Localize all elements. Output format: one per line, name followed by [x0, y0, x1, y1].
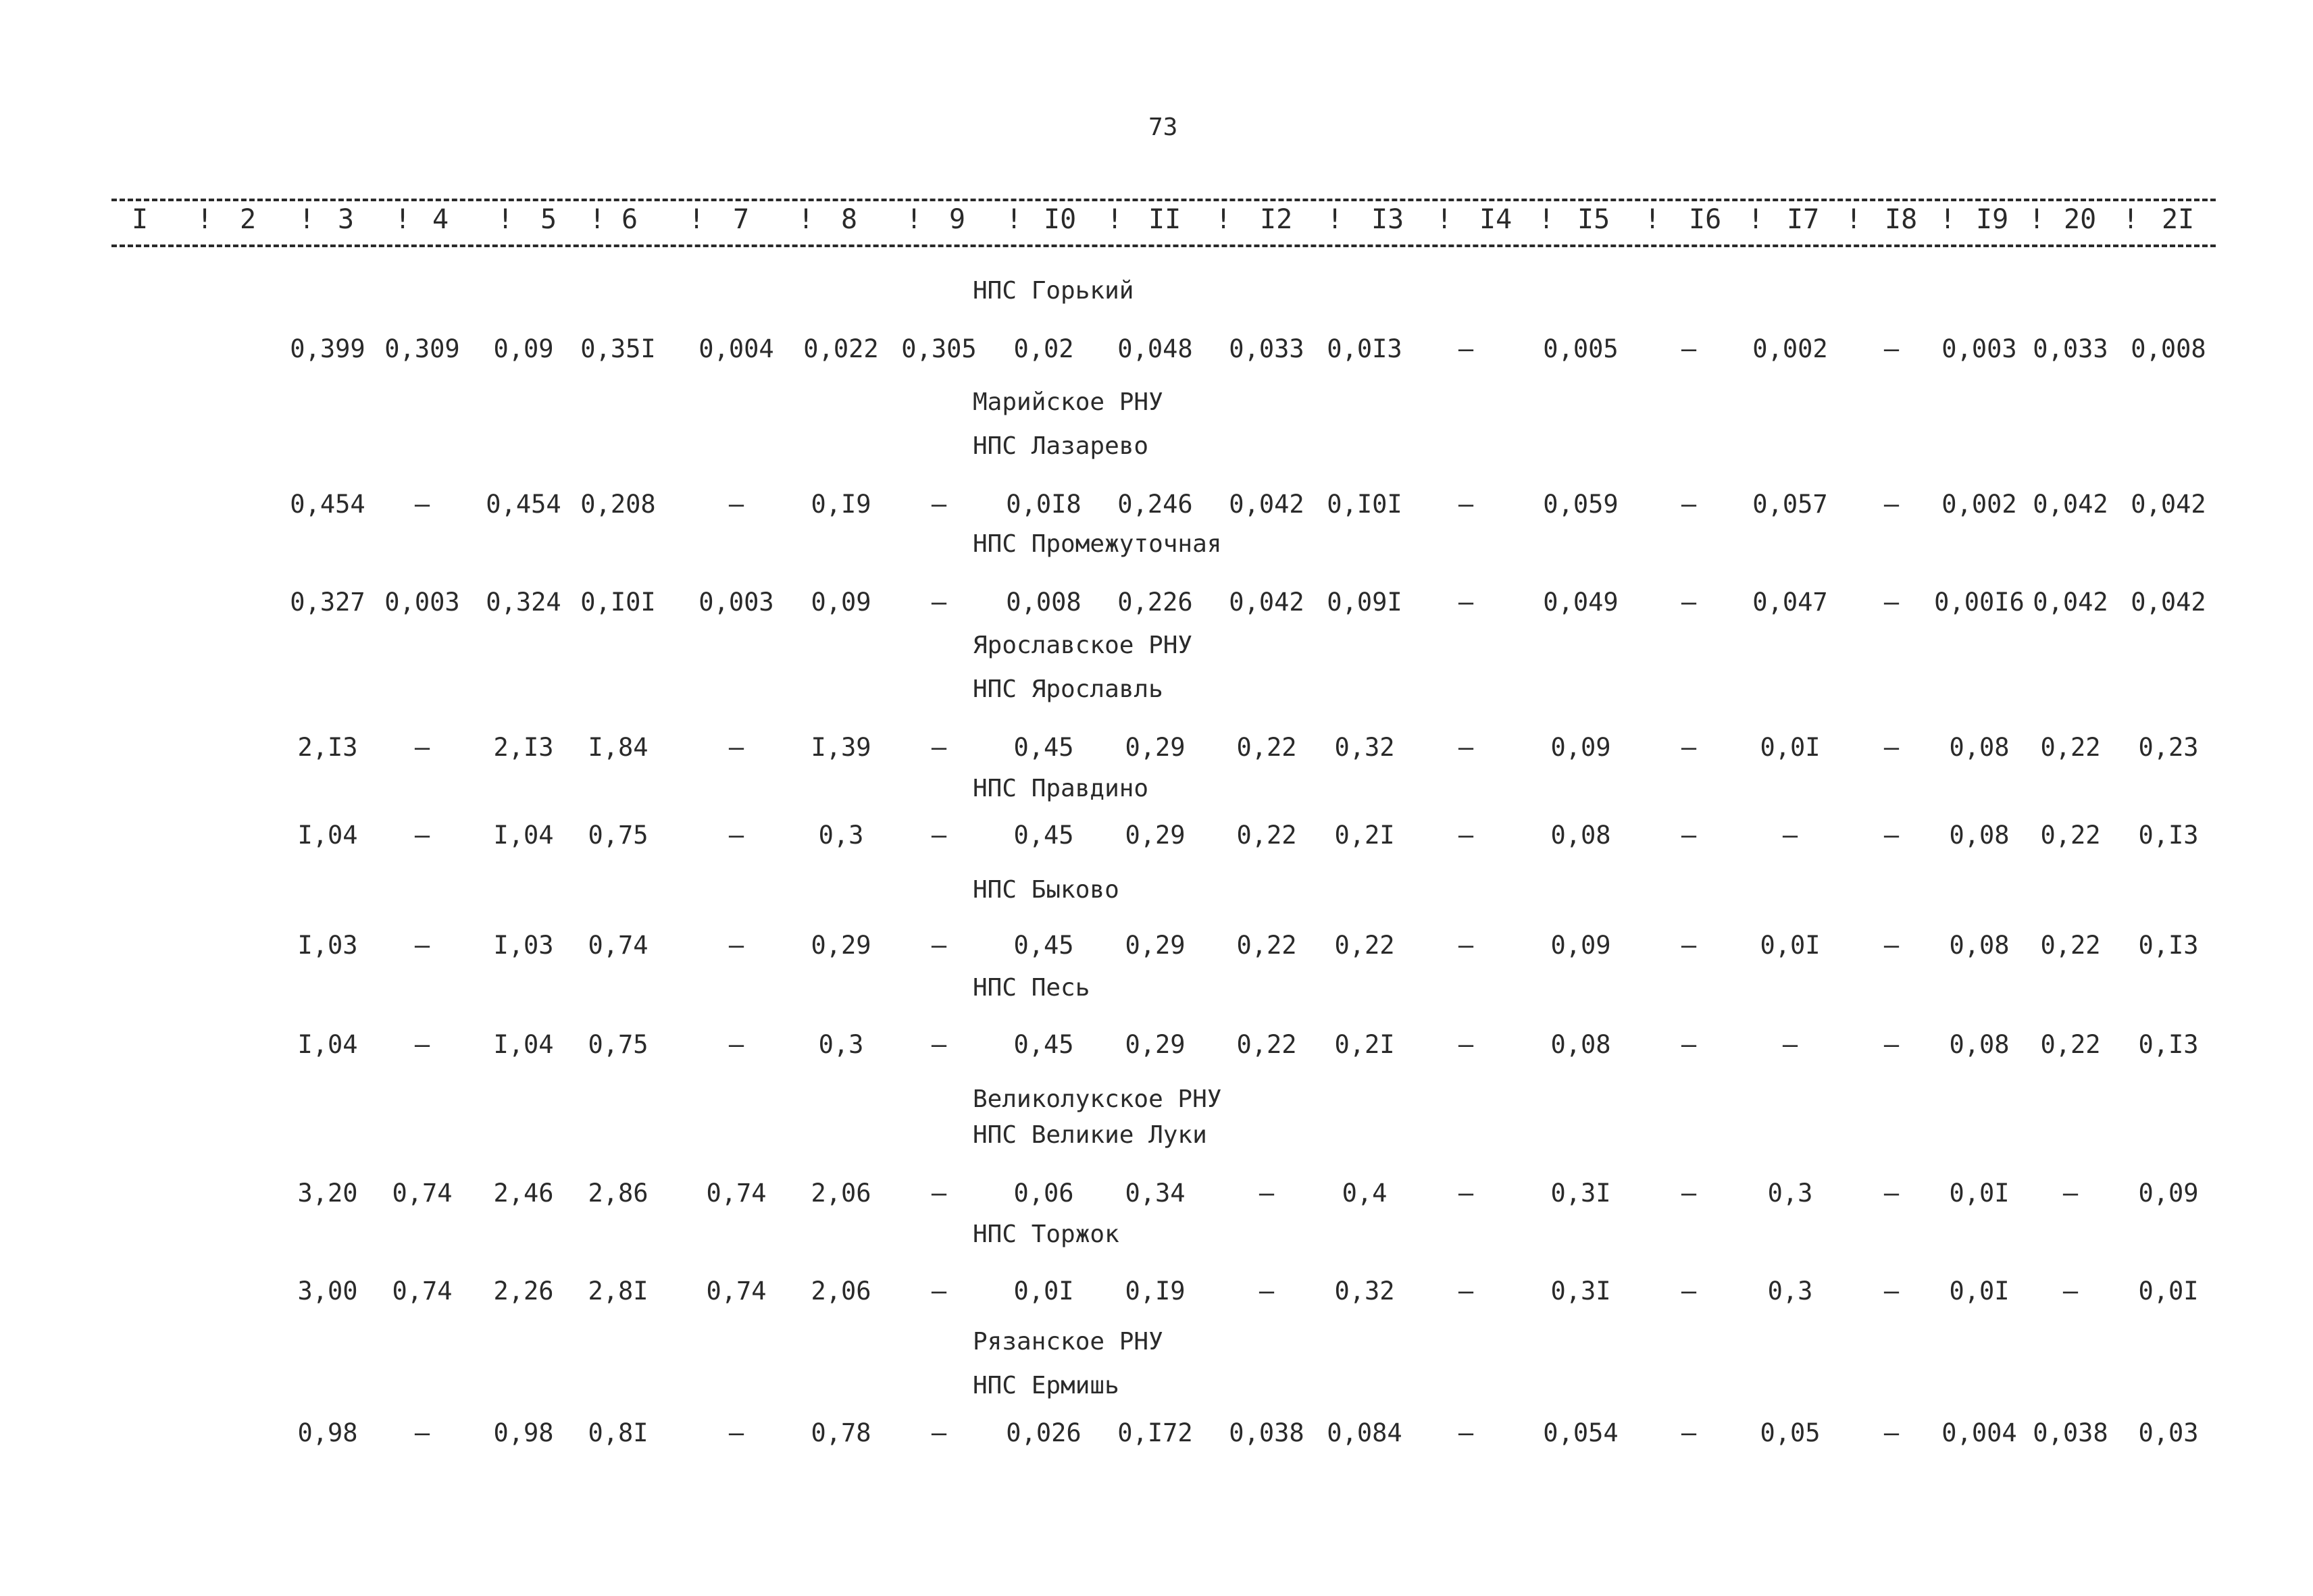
table-cell: 0,309: [384, 334, 460, 363]
table-cell: 0,003: [1941, 334, 2017, 363]
table-cell: 0,008: [1006, 588, 1082, 617]
table-cell: 0,454: [486, 490, 561, 519]
table-cell: 0,29: [811, 931, 871, 960]
table-cell: –: [1458, 733, 1474, 762]
table-cell: 0,327: [290, 588, 365, 617]
table-cell: 0,042: [2033, 490, 2108, 519]
header-cell: [240, 204, 315, 235]
table-cell: 0,09: [2138, 1179, 2199, 1208]
header-column-number: I7: [1787, 204, 1820, 235]
table-cell: –: [1259, 1277, 1275, 1306]
table-cell: 0,74: [706, 1277, 767, 1306]
table-cell: I,84: [588, 733, 649, 762]
table-cell: –: [1883, 733, 1900, 762]
table-cell: 3,00: [297, 1277, 358, 1306]
section-label: НПС Ярославль: [973, 675, 1163, 703]
header-cell: [432, 204, 514, 235]
table-cell: 0,02: [1013, 334, 1074, 363]
header-column-number: 6: [621, 204, 638, 235]
table-cell: 0,32: [1334, 733, 1395, 762]
table-cell: 0,084: [1327, 1418, 1402, 1447]
header-column-number: 20: [2064, 204, 2097, 235]
table-cell: 0,057: [1752, 490, 1828, 519]
table-cell: –: [728, 821, 744, 850]
header-column-number: I8: [1885, 204, 1918, 235]
column-separator: !: [906, 204, 923, 235]
table-cell: 0,I0I: [1327, 490, 1402, 519]
table-cell: –: [2062, 1179, 2079, 1208]
table-cell: –: [1883, 490, 1900, 519]
table-cell: 0,75: [588, 821, 649, 850]
column-separator: !: [1327, 204, 1344, 235]
table-cell: 2,8I: [588, 1277, 649, 1306]
table-cell: –: [2062, 1277, 2079, 1306]
table-cell: 0,246: [1117, 490, 1193, 519]
table-cell: 0,75: [588, 1030, 649, 1059]
table-cell: 0,054: [1543, 1418, 1619, 1447]
table-cell: –: [1458, 1277, 1474, 1306]
table-cell: I,04: [493, 821, 554, 850]
column-separator: !: [2123, 204, 2139, 235]
header-cell: [1885, 204, 1956, 235]
header-cell: [1787, 204, 1862, 235]
table-cell: 0,3: [1767, 1179, 1813, 1208]
table-cell: 0,0I: [1013, 1277, 1074, 1306]
table-cell: –: [1458, 1418, 1474, 1447]
section-label: Ярославское РНУ: [973, 632, 1193, 659]
table-cell: 0,033: [1229, 334, 1304, 363]
table-cell: –: [1782, 821, 1798, 850]
column-separator: !: [798, 204, 815, 235]
table-cell: –: [931, 1030, 947, 1059]
table-cell: –: [1458, 1179, 1474, 1208]
table-cell: –: [1681, 1030, 1697, 1059]
table-cell: –: [728, 1418, 744, 1447]
table-cell: 0,324: [486, 588, 561, 617]
header-cell: [132, 204, 213, 235]
header-rule-bottom: [111, 244, 2216, 247]
table-cell: 0,03: [2138, 1418, 2199, 1447]
column-separator: !: [1107, 204, 1123, 235]
header-cell: [1260, 204, 1344, 235]
header-column-number: I3: [1371, 204, 1404, 235]
table-cell: 0,22: [1236, 733, 1297, 762]
table-cell: I,03: [493, 931, 554, 960]
table-cell: 0,35I: [580, 334, 656, 363]
page-number: 73: [1148, 113, 1178, 141]
table-cell: 0,003: [384, 588, 460, 617]
section-label: НПС Торжок: [973, 1220, 1119, 1248]
table-cell: 0,3: [1767, 1277, 1813, 1306]
table-cell: 0,I3: [2138, 821, 2199, 850]
table-cell: 0,002: [1941, 490, 2017, 519]
table-cell: –: [1883, 821, 1900, 850]
table-cell: –: [1883, 334, 1900, 363]
header-cell: [1044, 204, 1123, 235]
section-label: НПС Промежуточная: [973, 530, 1222, 558]
table-cell: –: [728, 931, 744, 960]
column-separator: !: [1644, 204, 1661, 235]
table-cell: 3,20: [297, 1179, 358, 1208]
table-cell: 0,29: [1125, 821, 1186, 850]
column-separator: !: [197, 204, 213, 235]
table-cell: –: [1883, 1179, 1900, 1208]
table-cell: 0,05: [1760, 1418, 1821, 1447]
table-cell: 0,003: [698, 588, 774, 617]
table-cell: –: [931, 490, 947, 519]
table-cell: 0,74: [706, 1179, 767, 1208]
table-cell: 0,0I: [1760, 733, 1821, 762]
table-cell: 0,042: [2131, 588, 2206, 617]
table-cell: 0,08: [1949, 1030, 2010, 1059]
column-separator: !: [589, 204, 606, 235]
table-cell: 0,047: [1752, 588, 1828, 617]
header-cell: [1976, 204, 2045, 235]
table-cell: –: [1883, 1030, 1900, 1059]
column-separator: !: [1846, 204, 1862, 235]
table-cell: 0,042: [2131, 490, 2206, 519]
table-cell: 2,I3: [297, 733, 358, 762]
table-cell: 0,98: [493, 1418, 554, 1447]
header-cell: [2064, 204, 2139, 235]
table-cell: 0,00I6: [1934, 588, 2025, 617]
column-separator: !: [2029, 204, 2045, 235]
table-cell: –: [1681, 588, 1697, 617]
section-label: Марийское РНУ: [973, 388, 1163, 416]
header-column-number: 2I: [2162, 204, 2195, 235]
table-cell: 0,09: [493, 334, 554, 363]
table-cell: 0,0I8: [1006, 490, 1082, 519]
table-cell: –: [1681, 1179, 1697, 1208]
table-cell: –: [931, 588, 947, 617]
column-separator: !: [1939, 204, 1956, 235]
column-separator: !: [688, 204, 705, 235]
column-separator: !: [1006, 204, 1023, 235]
table-cell: 0,2I: [1334, 1030, 1395, 1059]
table-cell: –: [1883, 1277, 1900, 1306]
table-cell: 0,06: [1013, 1179, 1074, 1208]
table-cell: 0,I9: [811, 490, 871, 519]
section-label: НПС Горький: [973, 277, 1134, 305]
table-cell: –: [728, 733, 744, 762]
table-cell: –: [1458, 588, 1474, 617]
table-cell: 0,45: [1013, 821, 1074, 850]
table-cell: 2,26: [493, 1277, 554, 1306]
table-cell: 0,I3: [2138, 1030, 2199, 1059]
section-label: НПС Песь: [973, 974, 1090, 1002]
table-cell: 0,22: [2040, 733, 2101, 762]
table-cell: 0,3: [818, 821, 864, 850]
table-cell: 0,033: [2033, 334, 2108, 363]
column-separator: !: [1215, 204, 1232, 235]
table-cell: 0,226: [1117, 588, 1193, 617]
header-column-number: II: [1148, 204, 1181, 235]
table-cell: 0,454: [290, 490, 365, 519]
table-cell: 0,2I: [1334, 821, 1395, 850]
header-rule-top: [111, 199, 2216, 201]
table-cell: –: [1681, 821, 1697, 850]
table-cell: 0,3I: [1550, 1179, 1611, 1208]
table-cell: 0,98: [297, 1418, 358, 1447]
table-cell: I,39: [811, 733, 871, 762]
table-cell: 0,042: [2033, 588, 2108, 617]
table-cell: –: [1458, 334, 1474, 363]
table-cell: 0,22: [1236, 821, 1297, 850]
table-cell: 0,08: [1550, 821, 1611, 850]
table-cell: 0,0I: [1949, 1179, 2010, 1208]
table-cell: 0,305: [901, 334, 977, 363]
section-label: НПС Правдино: [973, 775, 1149, 802]
table-cell: 0,022: [803, 334, 879, 363]
table-cell: I,04: [297, 821, 358, 850]
header-cell: [1689, 204, 1764, 235]
header-cell: [2162, 204, 2194, 235]
header-column-number: 8: [841, 204, 858, 235]
table-cell: –: [1883, 588, 1900, 617]
table-cell: 0,22: [1334, 931, 1395, 960]
table-cell: –: [931, 733, 947, 762]
table-cell: 0,22: [2040, 931, 2101, 960]
table-cell: –: [1681, 1277, 1697, 1306]
table-cell: 0,I0I: [580, 588, 656, 617]
section-label: НПС Лазарево: [973, 432, 1149, 460]
header-column-number: I4: [1479, 204, 1513, 235]
table-cell: 0,09I: [1327, 588, 1402, 617]
header-column-number: I6: [1689, 204, 1722, 235]
table-cell: –: [414, 733, 430, 762]
table-cell: –: [414, 931, 430, 960]
table-cell: 0,4: [1342, 1179, 1388, 1208]
table-cell: 0,8I: [588, 1418, 649, 1447]
header-cell: [1479, 204, 1555, 235]
table-cell: 0,038: [1229, 1418, 1304, 1447]
table-cell: 0,008: [2131, 334, 2206, 363]
table-cell: –: [414, 1030, 430, 1059]
header-column-number: 2: [240, 204, 257, 235]
table-cell: –: [931, 931, 947, 960]
header-cell: [1148, 204, 1232, 235]
table-cell: I,04: [493, 1030, 554, 1059]
table-cell: –: [1681, 733, 1697, 762]
table-cell: 0,29: [1125, 733, 1186, 762]
table-cell: –: [1681, 1418, 1697, 1447]
table-cell: –: [414, 1418, 430, 1447]
table-cell: –: [1681, 490, 1697, 519]
header-column-number: I5: [1577, 204, 1610, 235]
table-cell: –: [1259, 1179, 1275, 1208]
section-label: НПС Великие Луки: [973, 1121, 1207, 1149]
table-cell: 0,22: [2040, 821, 2101, 850]
section-label: НПС Ермишь: [973, 1372, 1119, 1399]
table-cell: I,04: [297, 1030, 358, 1059]
table-cell: 0,208: [580, 490, 656, 519]
header-cell: [1371, 204, 1453, 235]
table-cell: 2,86: [588, 1179, 649, 1208]
header-cell: [733, 204, 815, 235]
header-cell: [338, 204, 411, 235]
table-cell: 0,09: [1550, 733, 1611, 762]
table-cell: –: [1681, 931, 1697, 960]
table-cell: 2,06: [811, 1179, 871, 1208]
header-cell: [621, 204, 705, 235]
table-cell: 0,004: [698, 334, 774, 363]
header-cell: [1577, 204, 1661, 235]
table-cell: 0,45: [1013, 931, 1074, 960]
header-column-number: I0: [1044, 204, 1077, 235]
table-cell: 0,I9: [1125, 1277, 1186, 1306]
column-separator: !: [497, 204, 514, 235]
table-cell: 0,08: [1949, 733, 2010, 762]
column-separator: !: [395, 204, 411, 235]
section-label: Великолукское РНУ: [973, 1085, 1222, 1113]
table-cell: 0,042: [1229, 490, 1304, 519]
header-column-number: 9: [949, 204, 966, 235]
table-cell: –: [1681, 334, 1697, 363]
table-cell: 0,08: [1949, 821, 2010, 850]
table-cell: 0,32: [1334, 1277, 1395, 1306]
header-column-number: I9: [1976, 204, 2009, 235]
table-cell: –: [1458, 1030, 1474, 1059]
table-cell: 0,78: [811, 1418, 871, 1447]
table-cell: 0,002: [1752, 334, 1828, 363]
table-cell: –: [1782, 1030, 1798, 1059]
header-column-number: 5: [540, 204, 557, 235]
table-cell: 2,06: [811, 1277, 871, 1306]
table-cell: 0,09: [811, 588, 871, 617]
table-cell: 0,29: [1125, 1030, 1186, 1059]
table-cell: –: [1883, 931, 1900, 960]
table-cell: 0,0I: [2138, 1277, 2199, 1306]
header-column-number: 7: [733, 204, 750, 235]
section-label: Рязанское РНУ: [973, 1328, 1163, 1356]
table-cell: 0,29: [1125, 931, 1186, 960]
table-cell: –: [1458, 931, 1474, 960]
table-cell: 0,22: [1236, 1030, 1297, 1059]
table-cell: –: [1883, 1418, 1900, 1447]
section-label: НПС Быково: [973, 876, 1119, 904]
table-cell: –: [931, 1179, 947, 1208]
column-separator: !: [299, 204, 315, 235]
table-cell: 0,74: [392, 1277, 453, 1306]
table-cell: 2,46: [493, 1179, 554, 1208]
table-cell: 0,34: [1125, 1179, 1186, 1208]
table-cell: 0,0I3: [1327, 334, 1402, 363]
column-separator: !: [1538, 204, 1555, 235]
table-cell: I,03: [297, 931, 358, 960]
table-cell: 0,74: [588, 931, 649, 960]
header-cell: [949, 204, 1023, 235]
table-cell: –: [728, 1030, 744, 1059]
table-cell: –: [931, 821, 947, 850]
table-cell: 0,22: [1236, 931, 1297, 960]
table-cell: 0,004: [1941, 1418, 2017, 1447]
table-cell: –: [931, 1418, 947, 1447]
table-cell: 0,026: [1006, 1418, 1082, 1447]
table-cell: 0,0I: [1949, 1277, 2010, 1306]
table-cell: –: [931, 1277, 947, 1306]
table-cell: 0,45: [1013, 1030, 1074, 1059]
header-cell: [841, 204, 923, 235]
header-column-number: I: [132, 204, 149, 235]
header-column-number: I2: [1260, 204, 1293, 235]
header-column-number: 4: [432, 204, 449, 235]
table-cell: 0,3I: [1550, 1277, 1611, 1306]
table-cell: 0,74: [392, 1179, 453, 1208]
table-cell: 0,08: [1949, 931, 2010, 960]
table-cell: 0,I72: [1117, 1418, 1193, 1447]
table-cell: –: [728, 490, 744, 519]
table-cell: 0,I3: [2138, 931, 2199, 960]
table-cell: 2,I3: [493, 733, 554, 762]
table-cell: 0,08: [1550, 1030, 1611, 1059]
table-cell: 0,09: [1550, 931, 1611, 960]
table-cell: 0,005: [1543, 334, 1619, 363]
column-separator: !: [1748, 204, 1764, 235]
table-cell: –: [414, 490, 430, 519]
table-cell: 0,0I: [1760, 931, 1821, 960]
header-column-number: 3: [338, 204, 355, 235]
table-cell: 0,3: [818, 1030, 864, 1059]
table-cell: 0,038: [2033, 1418, 2108, 1447]
table-cell: 0,042: [1229, 588, 1304, 617]
table-cell: 0,048: [1117, 334, 1193, 363]
table-cell: 0,45: [1013, 733, 1074, 762]
table-cell: –: [414, 821, 430, 850]
table-cell: 0,22: [2040, 1030, 2101, 1059]
header-cell: [540, 204, 606, 235]
table-cell: 0,23: [2138, 733, 2199, 762]
table-cell: 0,059: [1543, 490, 1619, 519]
table-cell: –: [1458, 821, 1474, 850]
table-cell: 0,399: [290, 334, 365, 363]
table-cell: 0,049: [1543, 588, 1619, 617]
table-cell: –: [1458, 490, 1474, 519]
column-separator: !: [1436, 204, 1453, 235]
